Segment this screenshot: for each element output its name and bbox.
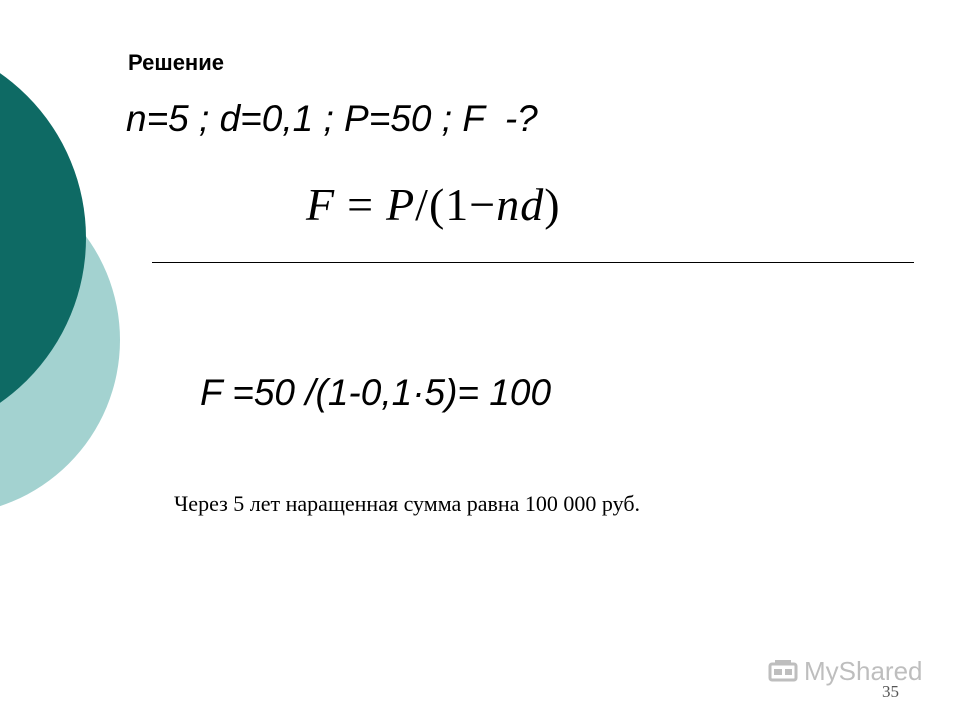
watermark-text: MyShared: [804, 656, 923, 686]
formula: [306, 178, 561, 231]
horizontal-divider: [152, 262, 914, 263]
formula-equals: =: [347, 179, 375, 230]
formula-close: ): [544, 179, 561, 230]
slide-title: Решение: [128, 50, 224, 75]
formula-nd: nd: [496, 179, 545, 230]
formula-p: P: [386, 179, 416, 230]
watermark: [768, 656, 923, 687]
formula-lhs: F: [306, 179, 336, 230]
formula-rest: /(1: [415, 179, 470, 230]
formula-minus: −: [469, 179, 497, 230]
page-number: 35: [882, 682, 899, 701]
given-values: n=5 ; d=0,1 ; P=50 ; F -?: [126, 98, 538, 139]
calculation: F =50 /(1-0,1·5)= 100: [200, 372, 552, 413]
conclusion-text: Через 5 лет наращенная сумма равна 100 000 руб.: [174, 491, 641, 516]
light-teal-circle: [0, 165, 120, 515]
dark-teal-circle: [0, 37, 86, 439]
projector-icon: [768, 658, 798, 686]
